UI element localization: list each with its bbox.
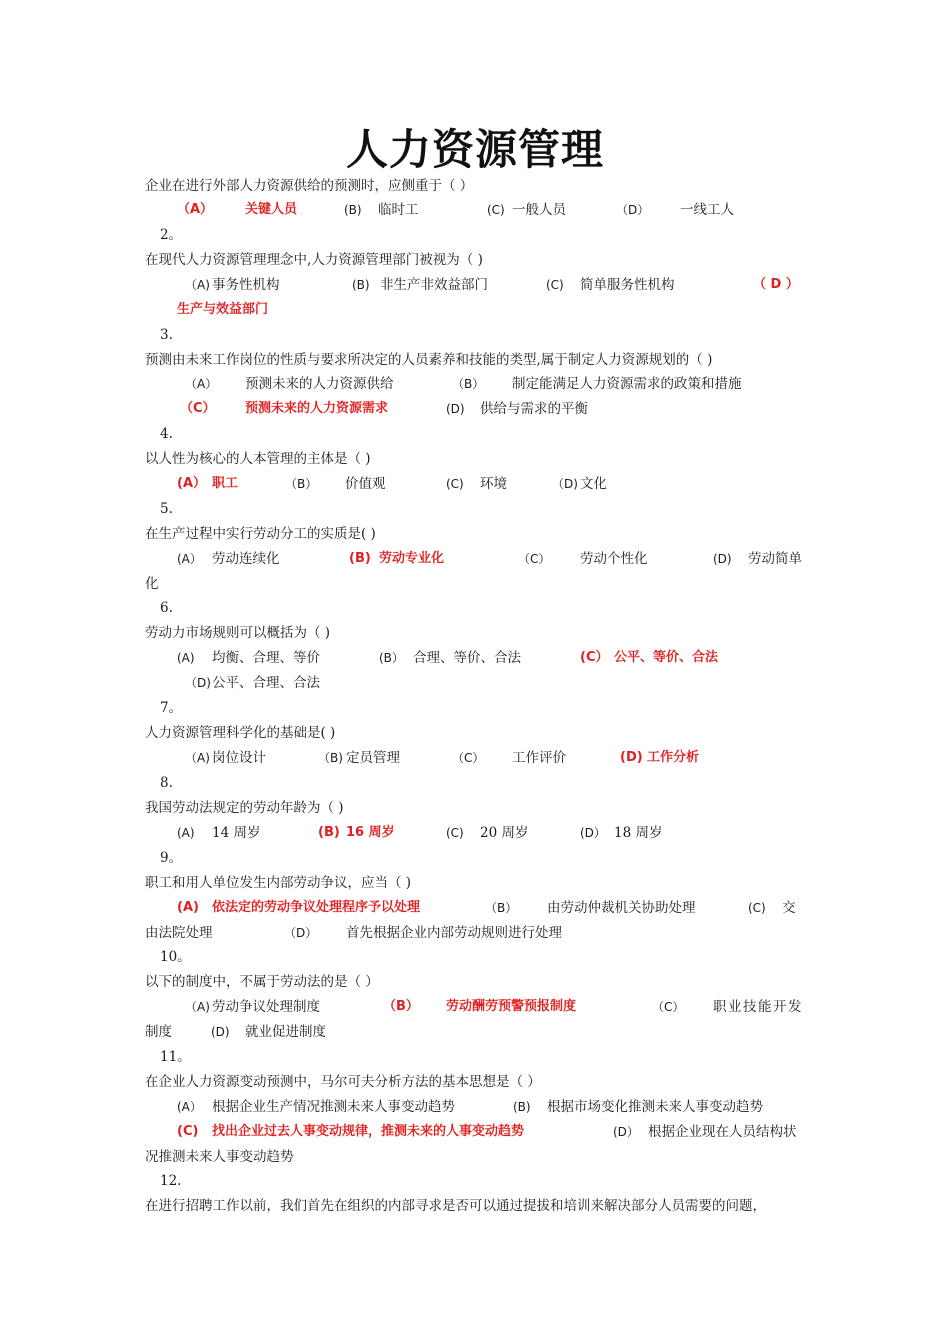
option-label-a: (A） <box>177 1100 202 1114</box>
option-label-c: (C） <box>580 650 609 665</box>
option-label-a: （A) <box>185 1000 210 1014</box>
question-number: 8. <box>160 775 173 791</box>
option-label-d: (D) <box>713 552 732 566</box>
option-label-d: （D） <box>284 926 318 940</box>
option-c-correct: 预测未来的人力资源需求 <box>245 401 389 416</box>
option-label-a: (A） <box>177 476 207 491</box>
option-label-d: (D) <box>620 750 643 765</box>
option-label-d: （D） <box>616 203 650 217</box>
option-label-d: （D) <box>185 676 211 690</box>
option-label-d: (D） <box>580 826 606 840</box>
question-stem: 预测由未来工作岗位的性质与要求所决定的人员素养和技能的类型,属于制定人力资源规划的（ ) <box>145 352 713 368</box>
question-stem: 职工和用人单位发生内部劳动争议，应当（ ) <box>145 875 412 891</box>
option-d: 一线工人 <box>680 202 734 218</box>
option-b: 合理、等价、合法 <box>413 650 521 666</box>
option-d: 就业促进制度 <box>245 1024 326 1040</box>
option-label-b: (B) <box>344 203 362 217</box>
option-c: 交 <box>782 900 796 916</box>
question-number: 5. <box>160 501 173 517</box>
option-b: 制定能满足人力资源需求的政策和措施 <box>512 376 742 392</box>
option-b: 由劳动仲裁机关协助处理 <box>547 900 696 916</box>
option-label-b: (B) <box>318 825 340 840</box>
option-label-d: (D) <box>446 402 465 416</box>
option-a: 预测未来的人力资源供给 <box>245 376 394 392</box>
option-c: 环境 <box>480 476 507 492</box>
option-a-correct: 依法定的劳动争议处理程序予以处理 <box>212 900 421 915</box>
option-d: 根据企业现在人员结构状 <box>648 1124 797 1140</box>
option-c: 劳动个性化 <box>580 551 648 567</box>
question-stem: 人力资源管理科学化的基础是( ) <box>145 725 336 741</box>
option-b: 定员管理 <box>346 750 400 766</box>
option-c: 工作评价 <box>512 750 566 766</box>
option-label-c: (C) <box>446 477 464 491</box>
question-number: 10。 <box>160 949 191 965</box>
option-label-a: （A） <box>177 202 214 217</box>
option-d: 首先根据企业内部劳动规则进行处理 <box>346 925 562 941</box>
option-label-c: (C) <box>748 901 766 915</box>
option-d-wrap: 化 <box>145 576 159 592</box>
question-stem: 企业在进行外部人力资源供给的预测时，应侧重于（ ） <box>145 178 474 194</box>
option-label-c: （C） <box>652 1000 685 1014</box>
question-number: 11。 <box>160 1049 191 1065</box>
option-label-a: （A) <box>185 278 210 292</box>
option-d: 文化 <box>580 476 607 492</box>
option-a: 14 周岁 <box>212 825 261 841</box>
option-label-b: (B) <box>513 1100 531 1114</box>
option-c: 一般人员 <box>512 202 566 218</box>
option-b: 根据市场变化推测未来人事变动趋势 <box>547 1099 763 1115</box>
question-stem: 我国劳动法规定的劳动年龄为（ ) <box>145 800 344 816</box>
option-d-correct: 生产与效益部门 <box>177 302 269 317</box>
option-b-correct: 劳动专业化 <box>379 551 445 566</box>
option-label-d: (D) <box>211 1025 230 1039</box>
option-label-c: (C) <box>487 203 505 217</box>
option-a: 根据企业生产情况推测未来人事变动趋势 <box>212 1099 455 1115</box>
option-label-c: (C) <box>177 1124 199 1139</box>
option-c: 职业技能开发 <box>713 999 803 1015</box>
option-c-wrap: 由法院处理 <box>145 925 213 941</box>
option-label-b: （B） <box>452 377 485 391</box>
option-b-correct: 16 周岁 <box>346 825 395 840</box>
option-c-wrap: 制度 <box>145 1024 172 1040</box>
question-stem: 在生产过程中实行劳动分工的实质是( ) <box>145 526 376 542</box>
question-stem: 在进行招聘工作以前，我们首先在组织的内部寻求是否可以通过提拔和培训来解决部分人员需要的问题， <box>145 1198 766 1214</box>
option-label-a: (A) <box>177 900 199 915</box>
option-label-c: （C） <box>452 751 485 765</box>
option-label-b: （B） <box>285 477 318 491</box>
question-number: 7。 <box>160 700 183 716</box>
option-d-correct: 工作分析 <box>647 750 700 765</box>
option-a: 事务性机构 <box>212 277 280 293</box>
option-label-c: （C） <box>180 401 216 416</box>
option-label-d: （D) <box>552 477 578 491</box>
option-a: 均衡、合理、等价 <box>212 650 320 666</box>
option-label-a: (A） <box>177 552 202 566</box>
option-d: 公平、合理、合法 <box>212 675 320 691</box>
option-label-a: (A) <box>177 651 195 665</box>
option-label-c: (C) <box>446 826 464 840</box>
option-c-correct: 找出企业过去人事变动规律，推测未来的人事变动趋势 <box>212 1124 525 1139</box>
option-a: 岗位设计 <box>212 750 266 766</box>
option-label-a: （A） <box>185 377 218 391</box>
question-stem: 以人性为核心的人本管理的主体是（ ) <box>145 451 371 467</box>
option-a: 劳动连续化 <box>212 551 280 567</box>
option-label-b: (B) <box>352 278 370 292</box>
option-b: 价值观 <box>345 476 386 492</box>
option-c-correct: 公平、等价、合法 <box>614 650 719 665</box>
question-stem: 以下的制度中，不属于劳动法的是（ ） <box>145 974 379 990</box>
option-label-d: (D） <box>613 1125 639 1139</box>
option-label-b: (B) <box>349 551 371 566</box>
option-d: 18 周岁 <box>614 825 663 841</box>
option-a-correct: 关键人员 <box>245 202 298 217</box>
option-d: 供给与需求的平衡 <box>480 401 588 417</box>
option-a: 劳动争议处理制度 <box>212 999 320 1015</box>
question-stem: 在企业人力资源变动预测中，马尔可夫分析方法的基本思想是（ ） <box>145 1074 541 1090</box>
option-d: 劳动简单 <box>748 551 802 567</box>
question-number: 2。 <box>160 227 183 243</box>
option-label-a: （A) <box>185 751 210 765</box>
option-label-d: （ D ） <box>753 277 799 292</box>
option-label-b: （B） <box>485 901 518 915</box>
option-d-wrap: 况推测未来人事变动趋势 <box>145 1149 294 1165</box>
option-b: 临时工 <box>378 202 419 218</box>
page-title: 人力资源管理 <box>345 125 604 174</box>
option-label-a: (A) <box>177 826 195 840</box>
option-label-b: （B) <box>318 751 343 765</box>
question-number: 3. <box>160 327 173 343</box>
question-number: 12. <box>160 1173 182 1189</box>
question-number: 9。 <box>160 850 183 866</box>
option-label-b: （B） <box>383 999 419 1014</box>
option-b: 非生产非效益部门 <box>380 277 488 293</box>
question-stem: 劳动力市场规则可以概括为（ ) <box>145 625 331 641</box>
option-label-c: （C） <box>518 552 551 566</box>
question-number: 6. <box>160 600 173 616</box>
option-label-b: (B） <box>379 651 404 665</box>
option-a-correct: 职工 <box>212 476 239 491</box>
option-c: 20 周岁 <box>480 825 529 841</box>
option-label-c: (C) <box>546 278 564 292</box>
question-number: 4. <box>160 426 173 442</box>
option-c: 简单服务性机构 <box>580 277 675 293</box>
option-b-correct: 劳动酬劳预警预报制度 <box>446 999 577 1014</box>
question-stem: 在现代人力资源管理理念中,人力资源管理部门被视为（ ) <box>145 252 483 268</box>
